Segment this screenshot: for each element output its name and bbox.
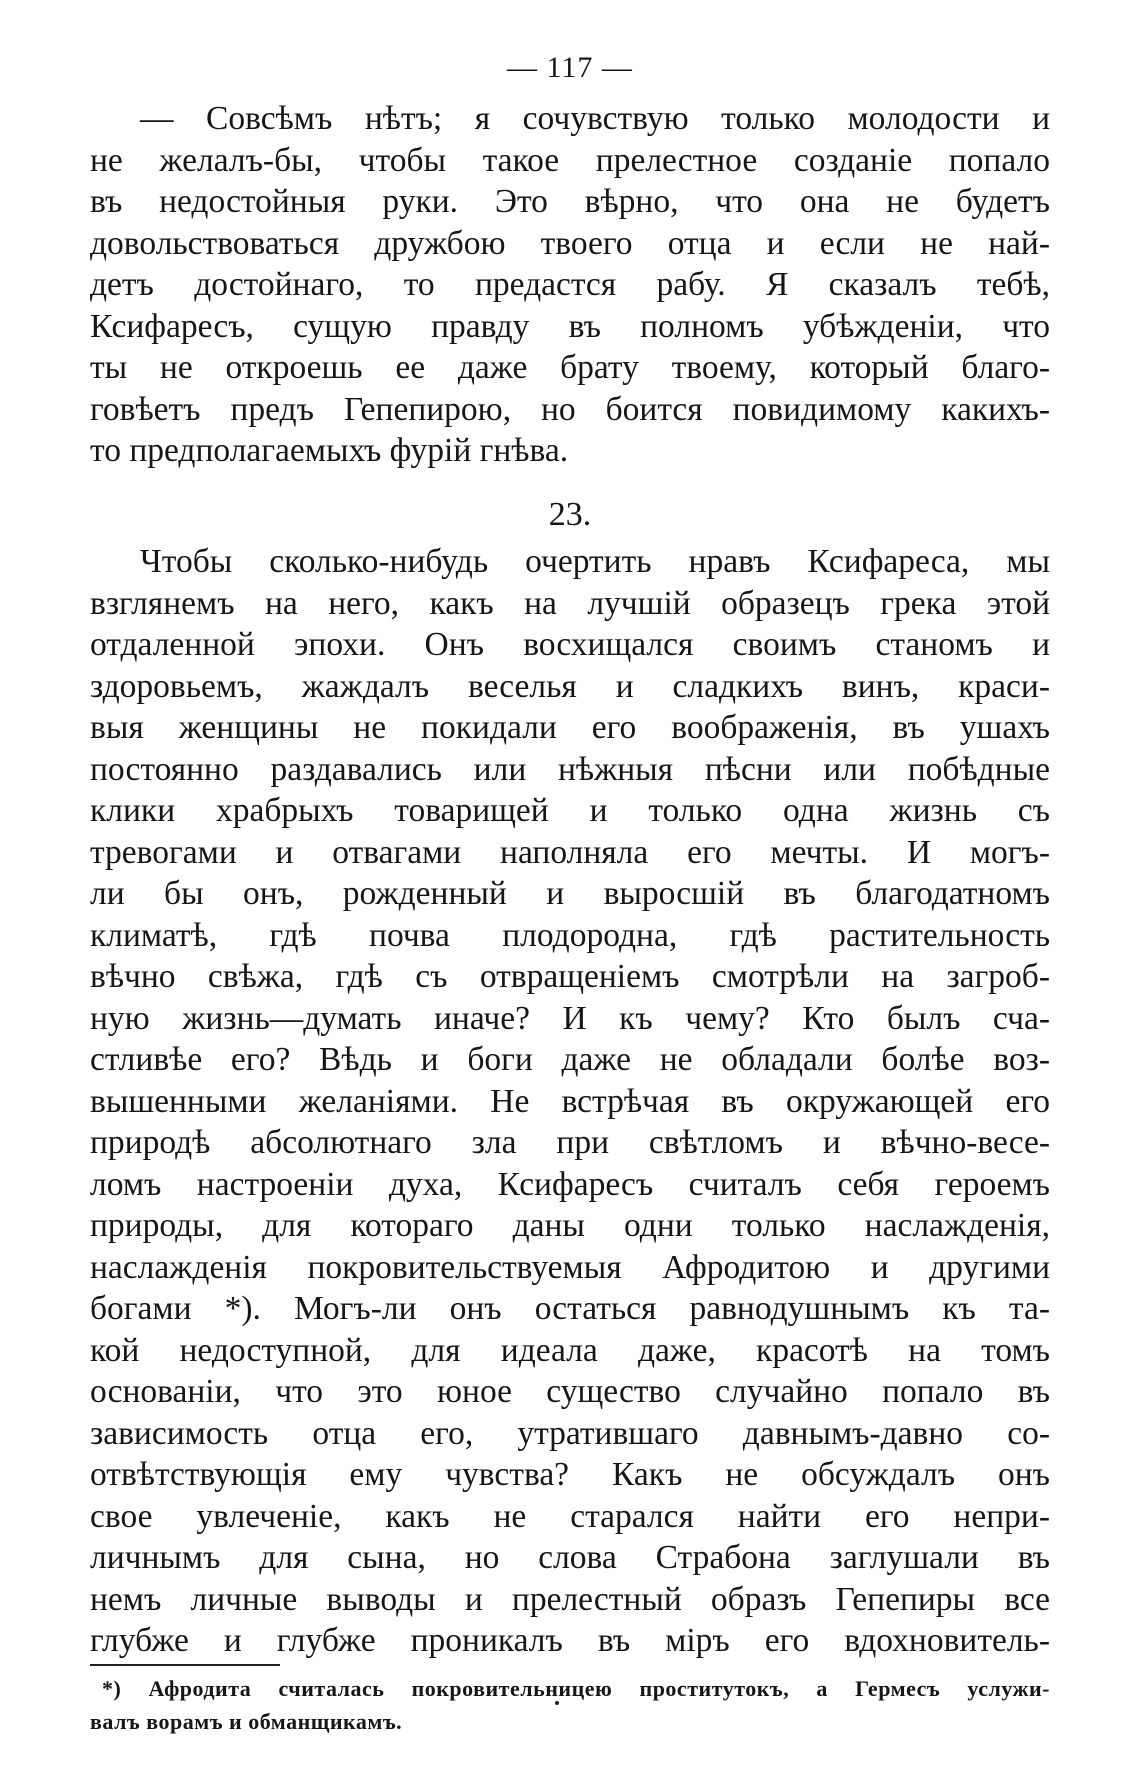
footnote-line: *) Афродита считалась покровительницею проститутокъ, а Гермесъ услужи- bbox=[102, 1676, 1050, 1701]
text-line: наслажденія покровительствуемыя Афродитою и другими bbox=[90, 1248, 1050, 1286]
text-line: кой недоступной, для идеала даже, красотѣ на томъ bbox=[90, 1331, 1050, 1369]
text-line: ломъ настроеніи духа, Ксифаресъ считалъ себя героемъ bbox=[90, 1165, 1050, 1203]
text-line: климатѣ, гдѣ почва плодородна, гдѣ растительность bbox=[90, 916, 1050, 954]
text-line: вышенными желаніями. Не встрѣчая въ окружающей его bbox=[90, 1082, 1050, 1120]
text-line: довольствоваться дружбою твоего отца и если не най- bbox=[90, 224, 1050, 262]
print-speck bbox=[555, 1701, 559, 1705]
text-line: зависимость отца его, утратившаго давнымъ-давно со- bbox=[90, 1414, 1050, 1452]
dialogue-paragraph bbox=[90, 98, 1050, 472]
text-line: ты не откроешь ее даже брату твоему, который благо- bbox=[90, 349, 1050, 386]
text-line: ную жизнь—думать иначе? И къ чему? Кто былъ сча- bbox=[90, 999, 1050, 1037]
text-line: природы, для котораго даны одни только наслажденія, bbox=[90, 1207, 1050, 1244]
text-line: клики храбрыхъ товарищей и только одна жизнь съ bbox=[90, 792, 1050, 829]
text-line: свое увлеченіе, какъ не старался найти его непри- bbox=[90, 1497, 1050, 1535]
text-line: отвѣтствующія ему чувства? Какъ не обсуждалъ онъ bbox=[90, 1456, 1050, 1493]
text-line: немъ личные выводы и прелестный образъ Гепепиры все bbox=[90, 1580, 1050, 1618]
text-line: отдаленной эпохи. Онъ восхищался своимъ станомъ и bbox=[90, 626, 1050, 663]
text-line: выя женщины не покидали его воображенія, въ ушахъ bbox=[90, 709, 1050, 746]
footnote-line: валъ ворамъ и обманщикамъ. bbox=[90, 1709, 403, 1734]
footnote-divider bbox=[90, 1664, 280, 1666]
text-line: постоянно раздавались или нѣжныя пѣсни или побѣдные bbox=[90, 750, 1050, 788]
page-number: — 117 — bbox=[507, 51, 633, 84]
footnote bbox=[90, 1672, 1050, 1738]
text-line: не желалъ-бы, чтобы такое прелестное созданіе попало bbox=[90, 141, 1050, 179]
section-paragraph bbox=[90, 541, 1050, 1662]
text-line: богами *). Могъ-ли онъ остаться равнодушнымъ къ та- bbox=[90, 1290, 1050, 1327]
text-line: — Совсѣмъ нѣтъ; я сочувствую только молодости и bbox=[140, 100, 1050, 137]
text-line: взглянемъ на него, какъ на лучшій образецъ грека этой bbox=[90, 584, 1050, 622]
text-line: то предполагаемыхъ фурій гнѣва. bbox=[90, 432, 569, 469]
section-number: 23. bbox=[548, 496, 592, 533]
text-line: стливѣе его? Вѣдь и боги даже не обладали болѣе воз- bbox=[90, 1041, 1050, 1078]
text-line: природѣ абсолютнаго зла при свѣтломъ и вѣчно-весе- bbox=[90, 1124, 1050, 1161]
text-line: въ недостойныя руки. Это вѣрно, что она не будетъ bbox=[90, 183, 1050, 220]
text-line: личнымъ для сына, но слова Страбона заглушали въ bbox=[90, 1539, 1050, 1576]
text-line: глубже и глубже проникалъ въ міръ его вдохновитель- bbox=[90, 1622, 1050, 1659]
text-line: вѣчно свѣжа, гдѣ съ отвращеніемъ смотрѣли на загроб- bbox=[90, 958, 1050, 995]
text-line: ли бы онъ, рожденный и выросшій въ благодатномъ bbox=[90, 875, 1050, 912]
text-line: говѣетъ предъ Гепепирою, но боится повидимому какихъ- bbox=[90, 390, 1050, 428]
text-line: основаніи, что это юное существо случайно попало въ bbox=[90, 1373, 1050, 1410]
text-line: здоровьемъ, жаждалъ веселья и сладкихъ винъ, краси- bbox=[90, 667, 1050, 705]
text-line: Ксифаресъ, сущую правду въ полномъ убѣжденіи, что bbox=[90, 307, 1050, 345]
text-line: детъ достойнаго, то предастся рабу. Я сказалъ тебѣ, bbox=[90, 266, 1050, 303]
text-line: тревогами и отвагами наполняла его мечты. И могъ- bbox=[90, 833, 1050, 871]
text-line: Чтобы сколько-нибудь очертить нравъ Ксифареса, мы bbox=[140, 543, 1050, 580]
